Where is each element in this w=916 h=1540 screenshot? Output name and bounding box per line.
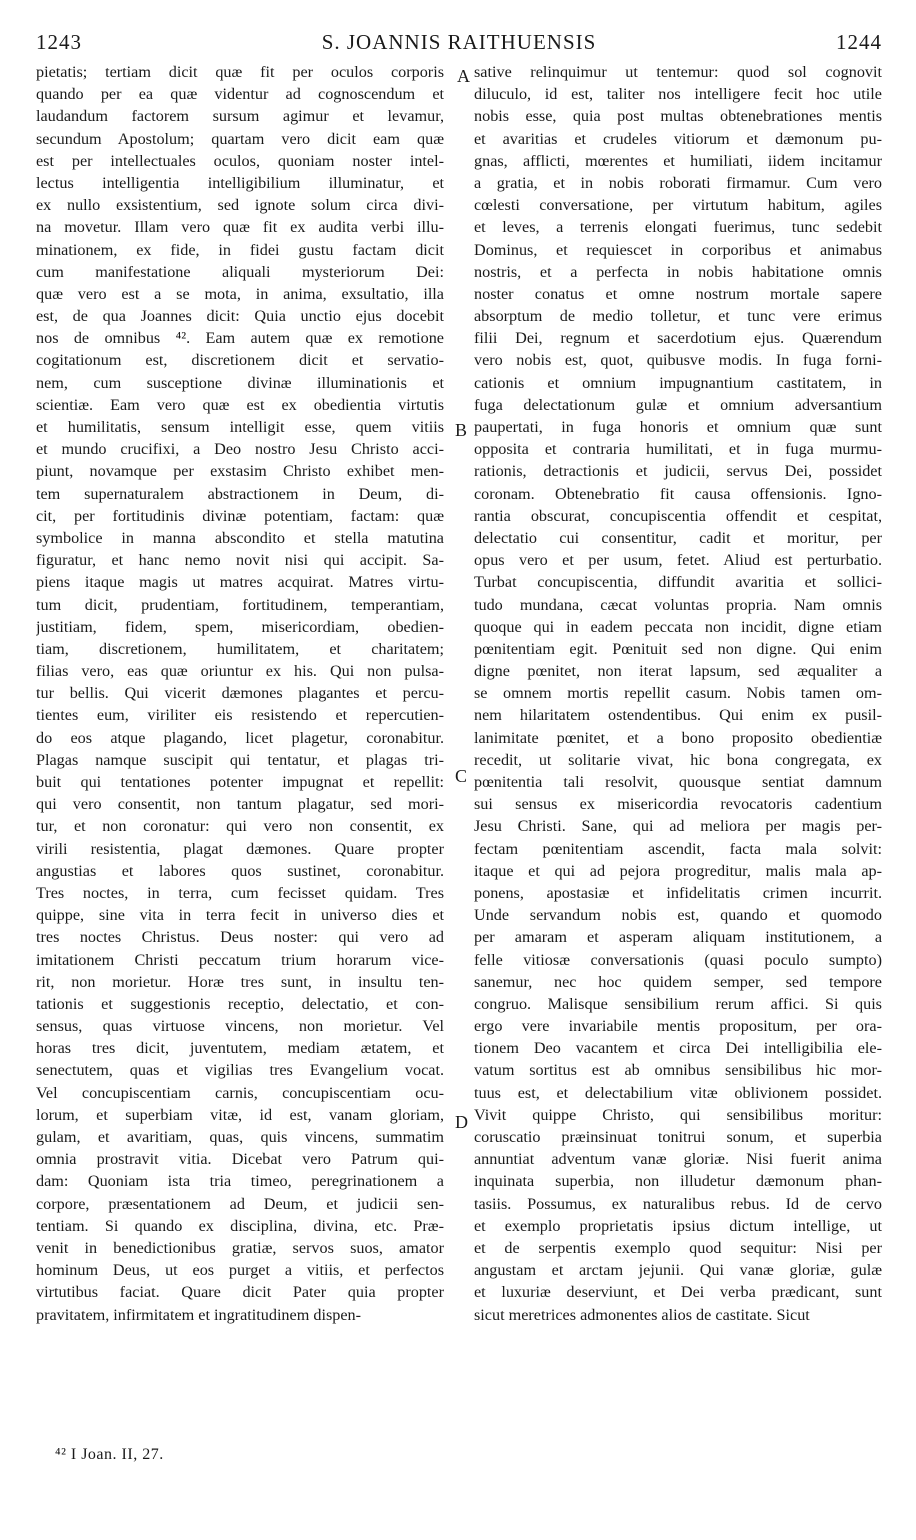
left-column-line: filias vero, eas quæ oriuntur ex his. Qui non pulsa-: [36, 662, 444, 681]
right-column-line: pœnitentia tali resolvit, quousque sentiat damnum: [474, 773, 882, 791]
right-column-line: noster conatus et omne nostrum mortale sapere: [474, 284, 882, 303]
right-column-line: Jesu Christi. Sane, qui ad meliora per magis per-: [474, 817, 882, 836]
right-column-line: et exemplo proprietatis ipsius dictum intellige, ut: [474, 1216, 882, 1235]
margin-letter-b: B: [455, 420, 468, 440]
left-column-line: ex nullo exsistentium, sed ignote solum circa divi-: [36, 196, 444, 215]
left-column-line: sensus, quas virtuose vincens, non morietur. Vel: [36, 1017, 444, 1036]
left-column-line: senectutem, quas et vigilias tres Evangelium vocat.: [36, 1061, 444, 1080]
left-column-line: hominum Deus, ut eos purget a vitiis, et perfectos: [36, 1261, 444, 1280]
left-column-line: Plagas namque suscipit qui tentatur, et plagas tri-: [36, 750, 444, 769]
left-column-line: tres noctes Christus. Deus noster: qui vero ad: [36, 928, 444, 947]
left-column-line: et mundo crucifixi, a Deo nostro Jesu Christo acci-: [36, 440, 444, 459]
left-column-line: quando per ea quæ videntur ad cognoscendum et: [36, 85, 444, 104]
right-column-line: sicut meretrices admonentes alios de castitate. Sicut: [474, 1305, 810, 1324]
right-column-line: tasiis. Possumus, ex naturalibus rebus. Id de cervo: [474, 1194, 882, 1213]
left-column-line: tum dicit, prudentiam, fortitudinem, temperantiam,: [36, 595, 444, 614]
right-column-line: digne pœnitet, non iterat lapsum, sed æqualiter a: [474, 662, 882, 681]
right-column: [474, 63, 882, 1463]
right-column-line: et leves, a terrenis elongati fuerimus, tunc sedebit: [474, 218, 882, 237]
right-column-line: angustam et arctam jejunii. Qui vanæ gloriæ, gulæ: [474, 1261, 882, 1280]
left-column-line: piens itaque magis ut matres acquirat. Matres virtu-: [36, 573, 444, 592]
page-number-left: 1243: [36, 30, 82, 54]
left-column-line: dam: Quoniam ista tria timeo, peregrinationem a: [36, 1172, 444, 1191]
left-column-line: venit in benedictionibus gratiæ, servos suos, amator: [36, 1238, 444, 1257]
left-column-line: quippe, sine vita in terra fecit in universo dies et: [36, 906, 444, 925]
left-column-line: tem supernaturalem abstractionem in Deum, di-: [36, 484, 444, 503]
running-title: S. JOANNIS RAITHUENSIS: [321, 30, 597, 54]
right-column-line: nem hilaritatem ostendentibus. Qui enim ex pusil-: [474, 706, 882, 725]
right-column-line: diluculo, id est, taliter nos intelligere fecit hoc utile: [474, 85, 882, 104]
left-column-line: pravitatem, infirmitatem et ingratitudinem dispen-: [36, 1305, 362, 1324]
left-column-line: do eos atque plagando, licet plagetur, coronabitur.: [36, 728, 444, 747]
right-column-line: sui sensus ex misericordia revocatoris cadentium: [474, 795, 882, 814]
left-column-line: angustias et labores quos sustinet, coronabitur.: [36, 861, 444, 880]
right-column-line: tudo mundana, cæcat voluntas propria. Nam omnis: [474, 595, 882, 614]
footnote-marker: ⁴²: [55, 1446, 67, 1463]
right-column-line: paupertati, in fuga honoris et omnium quæ sunt: [474, 418, 882, 436]
right-column-line: congruo. Malisque sensibilium rerum affici. Si quis: [474, 994, 882, 1013]
right-column-line: gnas, afflicti, mœrentes et humiliati, iidem incitamur: [474, 151, 882, 170]
left-column-line: corpore, præsentationem ad Deum, et judicii sen-: [36, 1194, 444, 1213]
left-column-line: tiam, discretionem, humilitatem, et charitatem;: [36, 639, 444, 658]
left-column-line: piunt, novamque per exstasim Christo exhibet men-: [36, 462, 444, 481]
left-column-line: buit qui tentationes potenter impugnat et repellit:: [36, 773, 444, 791]
left-column-line: na movetur. Illam vero quæ fit ex audita verbi illu-: [36, 218, 444, 237]
right-column-line: cationis et omnium impugnantium castitatem, in: [474, 373, 882, 392]
left-column-line: tur bellis. Qui vicerit dæmones plagantes et percu-: [36, 684, 444, 703]
right-column-line: quoque qui in eadem peccata non incidit, digne etiam: [474, 617, 882, 636]
right-column-line: itaque et qui ad pejora progreditur, malis mala ap-: [474, 861, 882, 880]
page-header: [36, 30, 882, 64]
right-column-line: annuntiat adventum vanæ gloriæ. Nisi fuerit anima: [474, 1150, 882, 1169]
right-column-line: ergo vere invariabile mentis propositum, per ora-: [474, 1017, 882, 1036]
right-column-line: coruscatio præinsinuat tonitrui sonum, et superbia: [474, 1128, 882, 1146]
right-column-line: Unde servandum nobis est, quando et quomodo: [474, 906, 882, 925]
right-column-line: recedit, ut solitarie vivat, hic bona congregata, ex: [474, 750, 882, 769]
right-column-line: cœlesti conversatione, per virtutum habitum, agiles: [474, 196, 882, 215]
left-column-line: laudandum factorem sursum agimur et levamur,: [36, 107, 444, 126]
right-column-line: se omnem mortis repellit casum. Nobis tamen om-: [474, 684, 882, 703]
left-column-line: secundum Apostolum; quartam vero dicit eam quæ: [36, 129, 444, 148]
page-number-right: 1244: [836, 30, 882, 54]
right-column-line: delectatio cui consentitur, cadit et moritur, per: [474, 528, 882, 547]
right-column-line: a gratia, et in nobis roborati firmamur. Cum vero: [474, 173, 882, 192]
margin-letter-a: A: [457, 66, 470, 86]
left-column-line: qui vero consentit, non tantum plagatur, sed mori-: [36, 795, 444, 814]
right-column-line: per amaram et asperam aliquam institutionem, a: [474, 928, 882, 947]
left-column-line: horas tres dicit, juventutem, mediam ætatem, et: [36, 1039, 444, 1058]
right-column-line: sanemur, nec hoc quidem semper, sed tempore: [474, 972, 882, 991]
left-column-line: cogitationum est, discretionem dicit et servatio-: [36, 351, 444, 370]
right-column-line: et avaritias et crudeles vitiorum et dæmonum pu-: [474, 129, 882, 148]
left-column-line: rit, non morietur. Horæ tres sunt, in insultu ten-: [36, 972, 444, 991]
left-column-line: virili resistentia, plagat dæmones. Quare propter: [36, 839, 444, 858]
left-column-line: tur, et non coronatur: qui vero non consentit, ex: [36, 817, 444, 836]
left-column-line: est per intellectuales oculos, quoniam noster intel-: [36, 151, 444, 170]
left-column-line: gulam, et avaritiam, quas, quis vincens, summatim: [36, 1128, 444, 1146]
right-column-line: lanimitate pœnitet, et a bono proposito obedientiæ: [474, 728, 882, 747]
left-column-line: symbolice in manna abscondito et stella matutina: [36, 528, 444, 547]
left-column-line: scientiæ. Eam vero quæ est ex obedientia virtutis: [36, 395, 444, 414]
right-column-line: nostris, et a perfecta in nobis habitatione omnis: [474, 262, 882, 281]
right-column-line: pœnitentiam egit. Pœnituit sed non digne. Qui enim: [474, 639, 882, 658]
right-column-line: et luxuriæ deserviunt, et Dei verba prædicant, sunt: [474, 1283, 882, 1302]
left-column-line: lorum, et superbiam vitæ, id est, vanam gloriam,: [36, 1105, 444, 1124]
right-column-line: tionem Deo vacantem et circa Dei intelligibilia ele-: [474, 1039, 882, 1058]
left-column-line: omnia prostravit vitia. Dicebat vero Patrum qui-: [36, 1150, 444, 1169]
right-column-line: filii Dei, regnum et sacerdotium ejus. Quærendum: [474, 329, 882, 348]
right-column-line: opus vero et per usum, fetet. Aliud est perturbatio.: [474, 551, 882, 570]
right-column-line: vero nobis est, quot, quibusve modis. In fuga forni-: [474, 351, 882, 370]
right-column-line: ponens, apostasiæ et infidelitatis crimen incurrit.: [474, 883, 882, 902]
footnote-text: I Joan. II, 27.: [70, 1446, 164, 1463]
left-column-line: figuratur, et hanc nemo novit nisi qui accipit. Sa-: [36, 551, 444, 570]
left-column-line: virtutibus faciat. Quare dicit Pater quia propter: [36, 1283, 444, 1302]
footnote: [55, 1446, 164, 1464]
left-column-line: et humilitatis, sensum intelligit esse, quem vitiis: [36, 418, 444, 436]
right-column-line: opposita et contraria humilitati, et in fuga murmu-: [474, 440, 882, 459]
margin-letter-c: C: [455, 766, 468, 786]
right-column-line: nobis esse, quia post multas obtenebrationes mentis: [474, 107, 882, 126]
right-column-line: coronam. Obtenebratio fit causa offensionis. Igno-: [474, 484, 882, 503]
right-column-line: Vivit quippe Christo, qui sensibilibus moritur:: [474, 1105, 882, 1124]
left-column-line: pietatis; tertiam dicit quæ fit per oculos corporis: [36, 63, 444, 81]
left-column-line: est, de qua Joannes dicit: Quia unctio ejus docebit: [36, 307, 444, 326]
right-column-line: rantia obscurat, concupiscentia offendit et cespitat,: [474, 506, 882, 525]
right-column-line: absorptum de medio tolletur, et tunc vere erimus: [474, 307, 882, 326]
left-column-line: cit, per fortitudinis divinæ potentiam, factam: quæ: [36, 506, 444, 525]
left-column: [36, 63, 444, 1463]
right-column-line: Dominus, et requiescet in corporibus et animabus: [474, 240, 882, 259]
left-column-line: Tres noctes, in terra, cum fecisset quidam. Tres: [36, 883, 444, 902]
left-column-line: nem, cum susceptione divinæ illuminationis et: [36, 373, 444, 392]
left-column-line: cum manifestatione aliquali mysteriorum Dei:: [36, 262, 444, 281]
left-column-line: Vel concupiscentiam carnis, concupiscentiam ocu-: [36, 1083, 444, 1102]
right-column-line: fuga delectationum gulæ et omnium adversantium: [474, 395, 882, 414]
right-column-line: vatum sortitus est ab omnibus sensibilibus hic mor-: [474, 1061, 882, 1080]
left-column-line: tationis et suggestionis receptio, delectatio, et con-: [36, 994, 444, 1013]
left-column-line: quæ vero est a se mota, in anima, exsultatio, illa: [36, 284, 444, 303]
right-column-line: et de serpentis exemplo quod sequitur: Nisi per: [474, 1238, 882, 1257]
left-column-line: imitationem Christi peccatum trium horarum vice-: [36, 950, 444, 969]
right-column-line: Turbat concupiscentia, diffundit avaritia et sollici-: [474, 573, 882, 592]
right-column-line: fectam pœnitentiam ascendit, facta mala solvit:: [474, 839, 882, 858]
left-column-line: tientes eum, viriliter eis resistendo et repercutien-: [36, 706, 444, 725]
right-column-line: felle vitiosæ conversationis (quasi poculo sumpto): [474, 950, 882, 969]
left-column-line: nos de omnibus ⁴². Eam autem quæ ex remotione: [36, 329, 444, 348]
left-column-line: lectus intelligentia intelligibilium illuminatur, et: [36, 173, 444, 192]
right-column-line: rationis, detractionis et judicii, servus Dei, possidet: [474, 462, 882, 481]
right-column-line: tuus est, et delectabilium vitæ oblivionem possidet.: [474, 1083, 882, 1102]
left-column-line: tentiam. Si quando ex disciplina, divina, etc. Præ-: [36, 1216, 444, 1235]
margin-letter-d: D: [455, 1112, 468, 1132]
left-column-line: justitiam, fidem, spem, misericordiam, obedien-: [36, 617, 444, 636]
left-column-line: minationem, ex fide, in fidei gustu factam dicit: [36, 240, 444, 259]
right-column-line: sative relinquimur ut tentemur: quod sol cognovit: [474, 63, 882, 81]
right-column-line: inquinata superbia, non illudetur dæmonum phan-: [474, 1172, 882, 1191]
